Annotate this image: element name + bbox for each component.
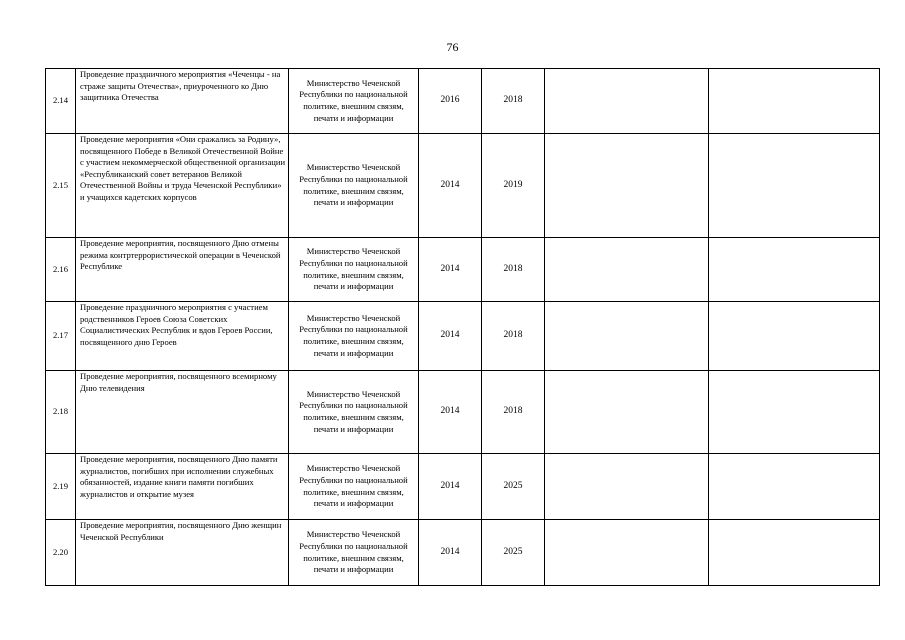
end-year: 2025 — [482, 454, 545, 520]
event-name: Проведение праздничного мероприятия «Чеченцы - на страже защиты Отечества», приуроченного ко Дню защитника Отечества — [76, 69, 289, 134]
executor: Министерство Чеченской Республики по национальной политике, внешним связям, печати и информации — [289, 302, 419, 371]
empty-cell — [545, 520, 709, 586]
page-number: 76 — [446, 40, 459, 54]
empty-cell — [545, 134, 709, 238]
end-year: 2018 — [482, 371, 545, 454]
table-row — [46, 69, 880, 134]
start-year: 2014 — [419, 238, 482, 302]
empty-cell — [709, 238, 880, 302]
event-name: Проведение мероприятия, посвященного Дню отмены режима контртеррористической операции в Чеченской Республике — [76, 238, 289, 302]
program-table — [45, 68, 880, 586]
executor: Министерство Чеченской Республики по национальной политике, внешним связям, печати и информации — [289, 454, 419, 520]
end-year: 2018 — [482, 238, 545, 302]
table-row — [46, 371, 880, 454]
empty-cell — [545, 69, 709, 134]
end-year: 2018 — [482, 302, 545, 371]
empty-cell — [709, 302, 880, 371]
executor: Министерство Чеченской Республики по национальной политике, внешним связям, печати и информации — [289, 134, 419, 238]
executor: Министерство Чеченской Республики по национальной политике, внешним связям, печати и информации — [289, 238, 419, 302]
start-year: 2014 — [419, 134, 482, 238]
empty-cell — [545, 454, 709, 520]
table-row — [46, 520, 880, 586]
executor: Министерство Чеченской Республики по национальной политике, внешним связям, печати и информации — [289, 371, 419, 454]
empty-cell — [545, 302, 709, 371]
table-row — [46, 454, 880, 520]
row-number: 2.18 — [46, 371, 76, 454]
empty-cell — [709, 69, 880, 134]
start-year: 2016 — [419, 69, 482, 134]
event-name: Проведение праздничного мероприятия с участием родственников Героев Союза Советских Социалистических Республик и вдов Героев России, посвященного дню Героев — [76, 302, 289, 371]
row-number: 2.17 — [46, 302, 76, 371]
start-year: 2014 — [419, 371, 482, 454]
end-year: 2025 — [482, 520, 545, 586]
row-number: 2.14 — [46, 69, 76, 134]
executor: Министерство Чеченской Республики по национальной политике, внешним связям, печати и информации — [289, 69, 419, 134]
event-name: Проведение мероприятия «Они сражались за Родину», посвященного Победе в Великой Отечественной Войне с участием некоммерческой общественной организации «Республиканский совет ветеранов Великой Отечественной Войны и труда Чеченской Республики» и учащихся кадетских корпусов — [76, 134, 289, 238]
table-row — [46, 134, 880, 238]
empty-cell — [709, 520, 880, 586]
event-name: Проведение мероприятия, посвященного Дню женщин Чеченской Республики — [76, 520, 289, 586]
start-year: 2014 — [419, 454, 482, 520]
row-number: 2.19 — [46, 454, 76, 520]
empty-cell — [709, 134, 880, 238]
start-year: 2014 — [419, 520, 482, 586]
executor: Министерство Чеченской Республики по национальной политике, внешним связям, печати и информации — [289, 520, 419, 586]
event-name: Проведение мероприятия, посвященного всемирному Дню телевидения — [76, 371, 289, 454]
table-row — [46, 238, 880, 302]
empty-cell — [545, 238, 709, 302]
table-row — [46, 302, 880, 371]
end-year: 2019 — [482, 134, 545, 238]
end-year: 2018 — [482, 69, 545, 134]
empty-cell — [709, 454, 880, 520]
empty-cell — [709, 371, 880, 454]
empty-cell — [545, 371, 709, 454]
row-number: 2.15 — [46, 134, 76, 238]
row-number: 2.16 — [46, 238, 76, 302]
start-year: 2014 — [419, 302, 482, 371]
event-name: Проведение мероприятия, посвященного Дню памяти журналистов, погибших при исполнении служебных обязанностей, издание книги памяти погибших журналистов и открытие музея — [76, 454, 289, 520]
row-number: 2.20 — [46, 520, 76, 586]
